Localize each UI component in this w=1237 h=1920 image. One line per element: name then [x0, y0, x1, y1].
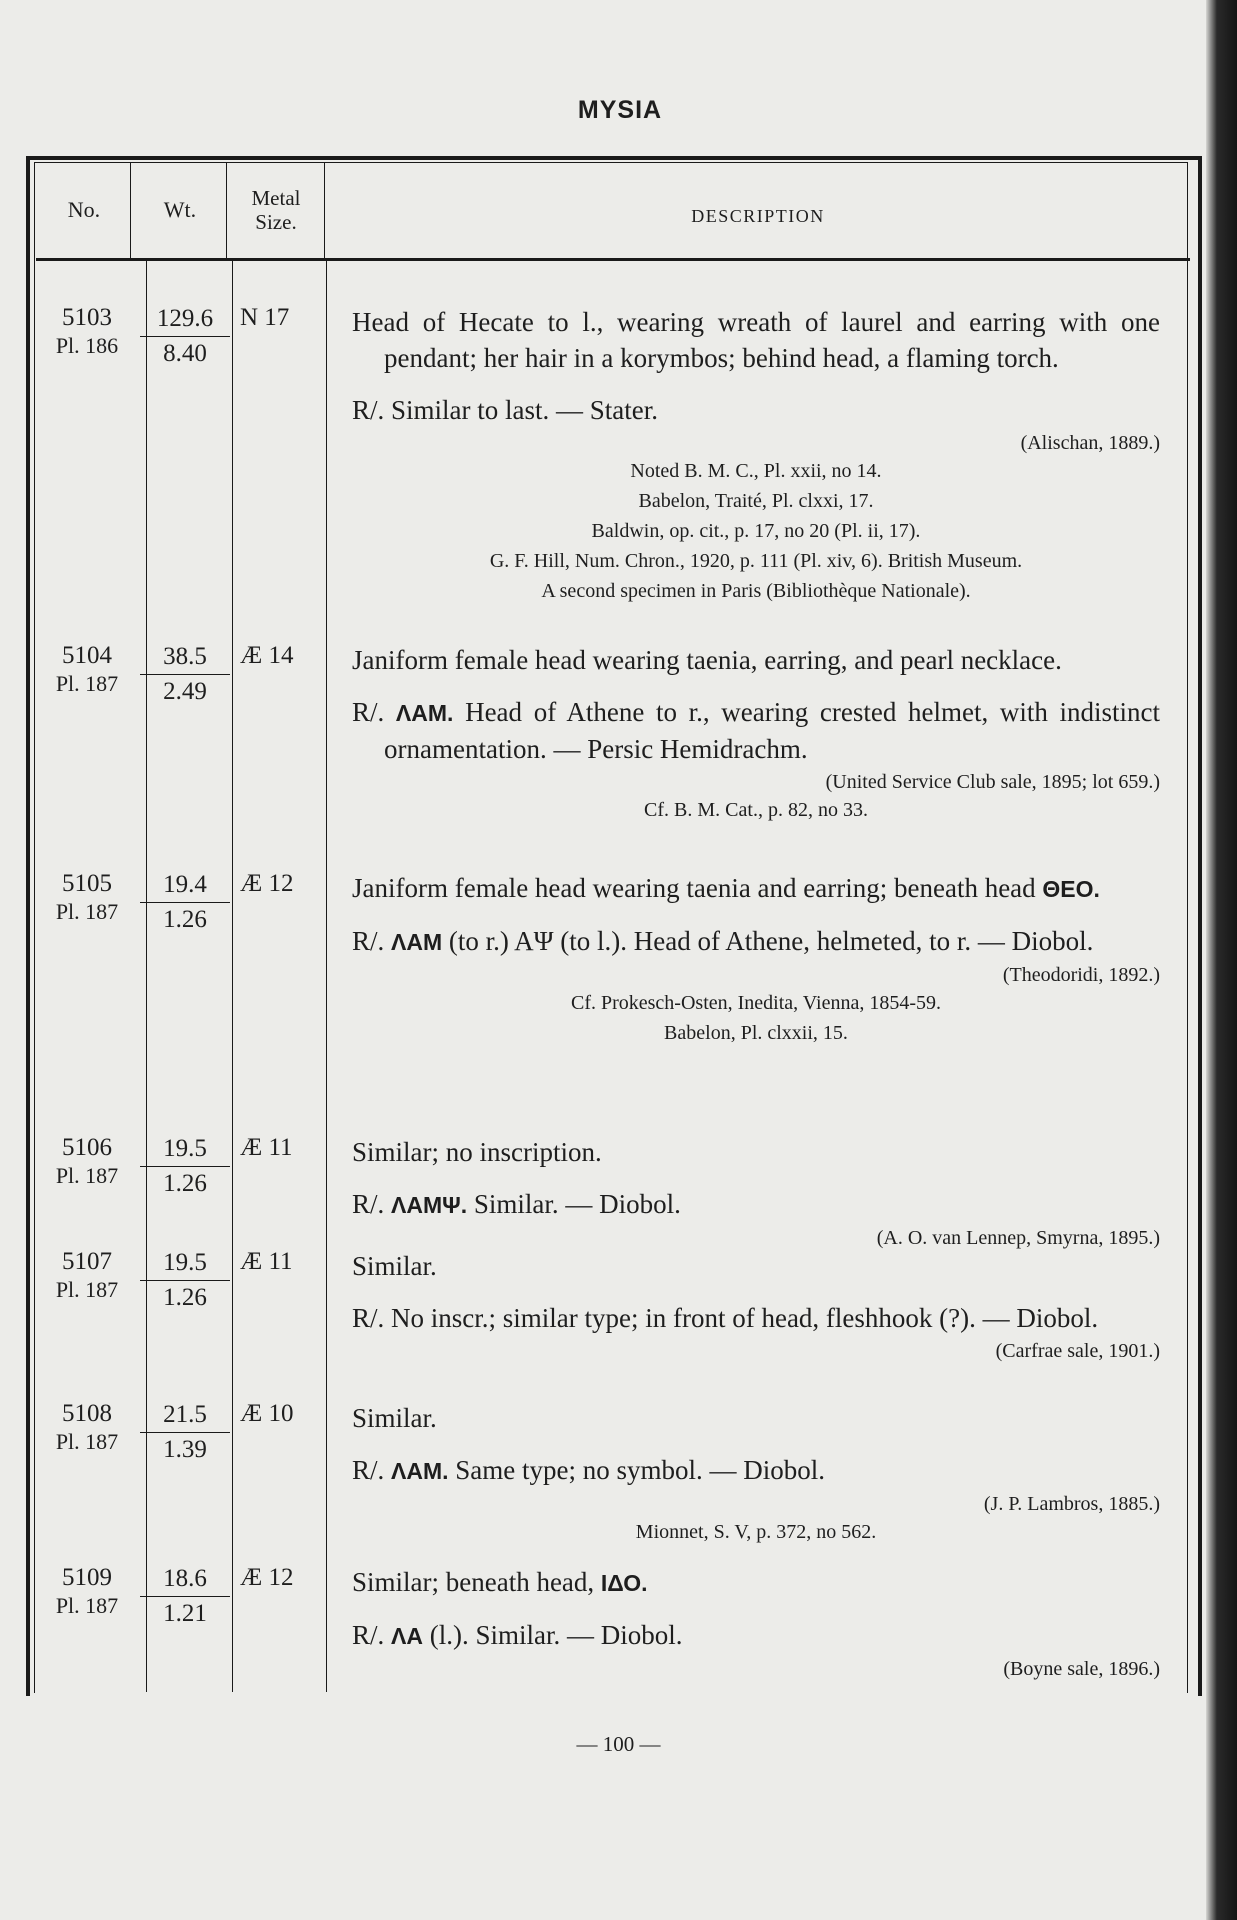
- entry-number: 5104 Pl. 187: [55, 642, 119, 696]
- entry-metal-size: Æ 14: [240, 642, 294, 669]
- entry-metal-size: Æ 11: [240, 1248, 293, 1275]
- column-divider: [324, 162, 325, 258]
- col-header-description: DESCRIPTION: [691, 206, 825, 226]
- entry-provenance: (United Service Club sale, 1895; lot 659.): [825, 771, 1160, 793]
- column-divider: [146, 260, 147, 1692]
- header-rule: [36, 258, 1190, 261]
- entry-weight: 38.5 2.49: [140, 642, 230, 707]
- entry-number: 5106 Pl. 187: [55, 1134, 119, 1188]
- entry-weight: 19.5 1.26: [140, 1248, 230, 1313]
- column-divider: [226, 162, 227, 258]
- column-divider: [326, 260, 327, 1692]
- column-divider: [130, 162, 131, 258]
- entry-description: Similar; beneath head, ΙΔΟ. R/. ΛΑ (l.). Similar. — Diobol. (Boyne sale, 1896.): [352, 1567, 1160, 1680]
- entry-references: Cf. B. M. Cat., p. 82, no 33.: [644, 799, 868, 821]
- entry-description: Similar; no inscription. R/. ΛΑΜΨ. Similar. — Diobol. (A. O. van Lennep, Smyrna, 1895.): [352, 1137, 1160, 1249]
- col-header-wt: Wt.: [163, 197, 197, 222]
- entry-number: 5109 Pl. 187: [55, 1564, 119, 1618]
- entry-weight: 19.5 1.26: [140, 1134, 230, 1199]
- entry-provenance: (Boyne sale, 1896.): [1003, 1658, 1160, 1680]
- entry-metal-size: Æ 12: [240, 1564, 294, 1591]
- column-divider: [232, 260, 233, 1692]
- entry-provenance: (Alischan, 1889.): [1020, 432, 1160, 454]
- entry-metal-size: N 17: [240, 304, 290, 331]
- entry-provenance: (A. O. van Lennep, Smyrna, 1895.): [876, 1227, 1160, 1249]
- entry-description: Head of Hecate to l., wearing wreath of laurel and earring with one pendant; her hair in a korymbos; behind head, a flaming torch. R/. Similar to last. — Stater. (Alischan, 1889.) Noted B. M. C., Pl. xxii, no 14. Babelon, Traité, Pl. clxxi, 17. Baldwin, op. cit., p. 17, no 20 (Pl. ii, 17). G. F. Hill, Num. Chron., 1920, p. 111 (Pl. xiv, 6). British Museum. A second specimen in Paris (Bibliothèque Nationale).: [352, 304, 1160, 606]
- entry-metal-size: Æ 12: [240, 870, 294, 897]
- entry-metal-size: Æ 11: [240, 1134, 293, 1161]
- entry-number: 5105 Pl. 187: [55, 870, 119, 924]
- entry-description: Janiform female head wearing taenia, earring, and pearl necklace. R/. ΛΑΜ. Head of Athene to r., wearing crested helmet, with indistinct ornamentation. — Persic Hemidrachm. (United Service Club sale, 1895; lot 659.) Cf. B. M. Cat., p. 82, no 33.: [352, 642, 1160, 825]
- entry-weight: 21.5 1.39: [140, 1400, 230, 1465]
- entry-provenance: (J. P. Lambros, 1885.): [983, 1493, 1160, 1515]
- entry-provenance: (Carfrae sale, 1901.): [995, 1340, 1160, 1362]
- entry-weight: 19.4 1.26: [140, 870, 230, 935]
- entry-references: Noted B. M. C., Pl. xxii, no 14. Babelon, Traité, Pl. clxxi, 17. Baldwin, op. cit., p. 17, no 20 (Pl. ii, 17). G. F. Hill, Num. Chron., 1920, p. 111 (Pl. xiv, 6). British Museum. A second specimen in Paris (Bibliothèque Nationale).: [489, 460, 1023, 602]
- col-header-no: No.: [67, 197, 101, 222]
- running-title: MYSIA: [577, 96, 663, 124]
- entry-description: Similar. R/. No inscr.; similar type; in front of head, fleshhook (?). — Diobol. (Carfrae sale, 1901.): [352, 1251, 1160, 1362]
- entry-weight: 129.6 8.40: [140, 304, 230, 369]
- entry-provenance: (Theodoridi, 1892.): [1002, 964, 1160, 986]
- entry-description: Janiform female head wearing taenia and earring; beneath head ΘΕΟ. R/. ΛΑΜ (to r.) ΑΨ (to l.). Head of Athene, helmeted, to r. — Diobol. (Theodoridi, 1892.) Cf. Prokesch-Osten, Inedita, Vienna, 1854-59. Babelon, Pl. clxxii, 15.: [352, 870, 1160, 1048]
- entry-number: 5107 Pl. 187: [55, 1248, 119, 1302]
- entry-weight: 18.6 1.21: [140, 1564, 230, 1629]
- col-header-metal: Metal Size.: [251, 186, 301, 234]
- entry-number: 5108 Pl. 187: [55, 1400, 119, 1454]
- book-spine-shadow: [1206, 0, 1237, 1920]
- entry-metal-size: Æ 10: [240, 1400, 294, 1427]
- page-number: — 100 —: [576, 1732, 661, 1756]
- entry-description: Similar. R/. ΛΑΜ. Same type; no symbol. — Diobol. (J. P. Lambros, 1885.) Mionnet, S. V, p. 372, no 562.: [352, 1400, 1160, 1547]
- entry-references: Mionnet, S. V, p. 372, no 562.: [635, 1521, 877, 1543]
- entry-number: 5103 Pl. 186: [55, 304, 119, 358]
- entry-references: Cf. Prokesch-Osten, Inedita, Vienna, 1854-59. Babelon, Pl. clxxii, 15.: [570, 992, 942, 1044]
